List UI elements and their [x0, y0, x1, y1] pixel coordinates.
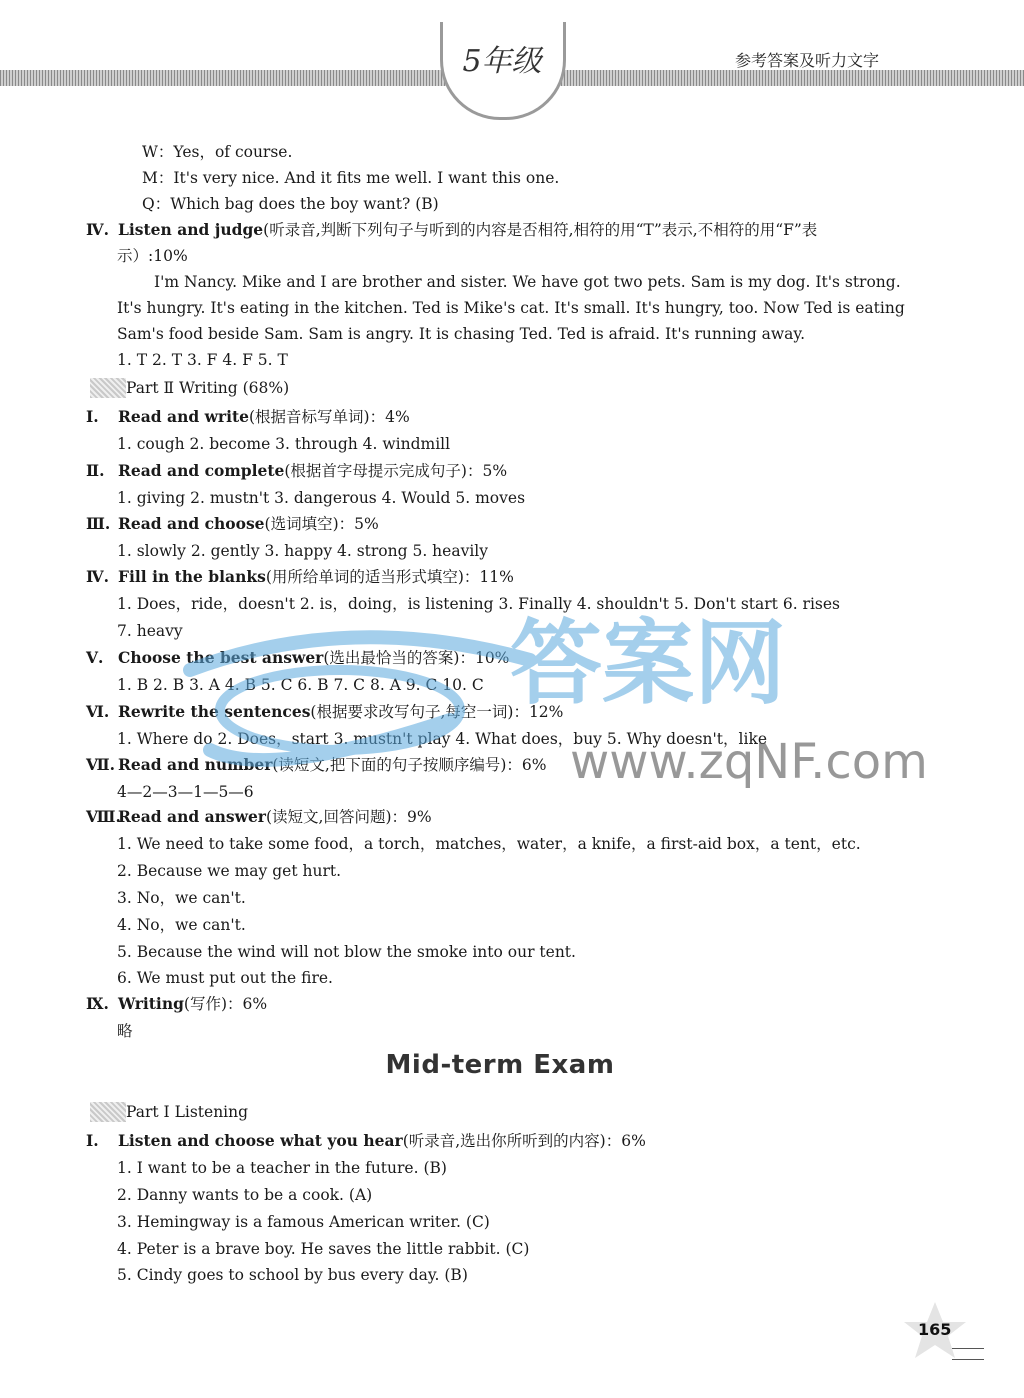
- section-instruction: (用所给单词的适当形式填空)：11%: [265, 568, 514, 586]
- text-line: 5. Cindy goes to school by bus every day. (B): [117, 1266, 468, 1284]
- section-number: Ⅲ.: [86, 514, 111, 533]
- text-line: It's hungry. It's eating in the kitchen. Ted is Mike's cat. It's small. It's hungry, too. Now Ted is eating: [117, 299, 905, 317]
- text-line: 示）:10%: [117, 247, 188, 265]
- section-heading: [86, 220, 817, 240]
- section-heading: [86, 407, 410, 427]
- section-number: Ⅷ.: [86, 807, 121, 826]
- page-number-lines: [952, 1348, 984, 1360]
- section-number: Ⅰ.: [86, 407, 99, 426]
- text-line: 3. No，we can't.: [117, 889, 246, 907]
- section-title: Read and write: [118, 407, 249, 426]
- section-title: Listen and judge: [118, 220, 264, 239]
- section-title: Read and answer: [118, 807, 266, 826]
- section-instruction: (读短文,把下面的句子按顺序编号)：6%: [272, 756, 547, 774]
- watermark-url: www.zqNF.com: [570, 734, 928, 790]
- section-instruction: (选出最恰当的答案)：10%: [323, 649, 510, 667]
- header-title: 参考答案及听力文字: [735, 51, 880, 70]
- page-number: 165: [918, 1320, 952, 1339]
- section-heading: [86, 648, 509, 668]
- section-heading: [86, 1131, 646, 1151]
- text-line: Sam's food beside Sam. Sam is angry. It is chasing Ted. Ted is afraid. It's running away.: [117, 325, 806, 343]
- text-line: 1. B 2. B 3. A 4. B 5. C 6. B 7. C 8. A 9. C 10. C: [117, 676, 484, 694]
- section-instruction: (根据音标写单词)：4%: [249, 408, 410, 426]
- section-number: Ⅶ.: [86, 755, 116, 774]
- text-line: 3. Hemingway is a famous American writer. (C): [117, 1213, 490, 1231]
- part-heading: Part Ⅰ Listening: [126, 1103, 249, 1121]
- section-instruction: (选词填空)：5%: [264, 515, 379, 533]
- section-instruction: (听录音,判断下列句子与听到的内容是否相符,相符的用“T”表示,不相符的用“F”表: [263, 221, 818, 239]
- section-heading: [86, 807, 432, 827]
- text-line: 1. giving 2. mustn't 3. dangerous 4. Would 5. moves: [117, 489, 526, 507]
- section-title: Read and number: [118, 755, 273, 774]
- section-heading: [86, 567, 514, 587]
- page-header: [0, 0, 1024, 130]
- text-line: 7. heavy: [117, 622, 183, 640]
- section-number: Ⅵ.: [86, 702, 110, 721]
- text-line: 4—2—3—1—5—6: [117, 783, 254, 801]
- text-line: M：It's very nice. And it fits me well. I want this one.: [142, 169, 560, 187]
- section-title: Fill in the blanks: [118, 567, 266, 586]
- section-number: Ⅳ.: [86, 567, 109, 586]
- text-line: 略: [117, 1022, 133, 1040]
- text-line: 2. Because we may get hurt.: [117, 862, 342, 880]
- section-instruction: (根据首字母提示完成句子)：5%: [284, 462, 508, 480]
- exam-title: Mid-term Exam: [385, 1050, 615, 1080]
- section-title: Writing: [118, 994, 184, 1013]
- text-line: 1. Does，ride，doesn't 2. is，doing，is listening 3. Finally 4. shouldn't 5. Don't start 6. rises: [117, 595, 840, 613]
- text-line: 5. Because the wind will not blow the smoke into our tent.: [117, 943, 576, 961]
- text-line: 1. Where do 2. Does，start 3. mustn't play 4. What does，buy 5. Why doesn't，like: [117, 730, 768, 748]
- text-line: Q：Which bag does the boy want? (B): [142, 195, 439, 213]
- section-heading: [86, 702, 563, 722]
- section-heading: [86, 461, 507, 481]
- section-instruction: (听录音,选出你所听到的内容)：6%: [402, 1132, 646, 1150]
- grade-logo: 5年级: [462, 44, 542, 79]
- text-line: 4. No，we can't.: [117, 916, 246, 934]
- section-title: Rewrite the sentences: [118, 702, 311, 721]
- text-line: 1. slowly 2. gently 3. happy 4. strong 5. heavily: [117, 542, 489, 560]
- text-line: 6. We must put out the fire.: [117, 969, 333, 987]
- text-line: 1. I want to be a teacher in the future. (B): [117, 1159, 447, 1177]
- section-number: Ⅱ.: [86, 461, 105, 480]
- text-line: 2. Danny wants to be a cook. (A): [117, 1186, 373, 1204]
- section-number: Ⅰ.: [86, 1131, 99, 1150]
- section-heading: [86, 755, 547, 775]
- text-line: 1. We need to take some food，a torch，matches，water，a knife，a first-aid box，a tent，etc.: [117, 835, 861, 853]
- watermark-cn: 答案网: [510, 610, 787, 717]
- section-title: Read and choose: [118, 514, 265, 533]
- text-line: W：Yes，of course.: [142, 143, 293, 161]
- section-number: Ⅴ.: [86, 648, 104, 667]
- section-number: Ⅸ.: [86, 994, 109, 1013]
- section-title: Read and complete: [118, 461, 285, 480]
- section-instruction: (读短文,回答问题)：9%: [265, 808, 432, 826]
- section-heading: [86, 994, 267, 1014]
- section-instruction: (根据要求改写句子,每空一词)：12%: [310, 703, 564, 721]
- section-heading: [86, 514, 379, 534]
- text-line: 1. T 2. T 3. F 4. F 5. T: [117, 351, 288, 369]
- text-line: I'm Nancy. Mike and I are brother and sister. We have got two pets. Sam is my dog. It's strong.: [154, 273, 901, 291]
- part-heading: Part Ⅱ Writing (68%): [126, 379, 290, 397]
- section-instruction: (写作)：6%: [183, 995, 268, 1013]
- section-number: Ⅳ.: [86, 220, 109, 239]
- section-title: Choose the best answer: [118, 648, 324, 667]
- text-line: 4. Peter is a brave boy. He saves the little rabbit. (C): [117, 1240, 530, 1258]
- text-line: 1. cough 2. become 3. through 4. windmill: [117, 435, 451, 453]
- section-title: Listen and choose what you hear: [118, 1131, 403, 1150]
